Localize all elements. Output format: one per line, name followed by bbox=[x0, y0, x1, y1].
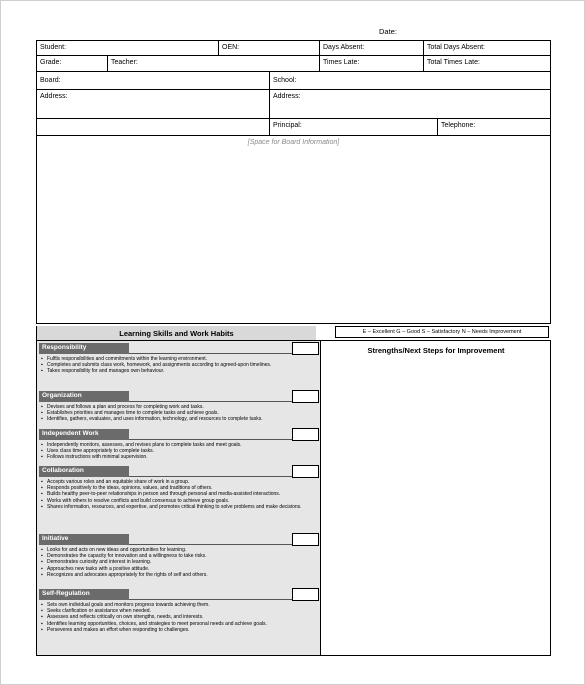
oen-field[interactable]: OEN: bbox=[218, 41, 318, 55]
learning-skills-heading: Learning Skills and Work Habits bbox=[36, 326, 316, 340]
list-item: ▪ Demonstrates the capacity for innovation and a willingness to take risks. bbox=[37, 553, 321, 559]
list-item: ▪ Establishes priorities and manages time to complete tasks and achieve goals. bbox=[37, 410, 321, 416]
section-divider bbox=[129, 353, 292, 354]
board-information-area bbox=[36, 136, 551, 324]
section-title: Collaboration bbox=[39, 466, 129, 477]
list-item: ▪ Devises and follows a plan and process for completing work and tasks. bbox=[37, 404, 321, 410]
skill-section-self-regulation bbox=[37, 587, 321, 655]
section-title: Self-Regulation bbox=[39, 589, 129, 600]
skill-section-responsibility bbox=[37, 341, 321, 391]
total-days-absent-field[interactable]: Total Days Absent: bbox=[423, 41, 551, 55]
student-field[interactable]: Student: bbox=[40, 44, 67, 51]
telephone-field[interactable]: Telephone: bbox=[437, 119, 551, 135]
list-item: ▪ Demonstrates curiosity and interest in learning. bbox=[37, 559, 321, 565]
strengths-heading: Strengths/Next Steps for Improvement bbox=[367, 346, 505, 355]
grade-input-self-regulation[interactable] bbox=[292, 588, 319, 601]
skill-list bbox=[37, 602, 321, 633]
skill-section-initiative bbox=[37, 532, 321, 587]
section-divider bbox=[129, 599, 292, 600]
section-title: Independent Work bbox=[39, 429, 129, 440]
list-item: ▪ Sets own individual goals and monitors progress towards achieving them. bbox=[37, 602, 321, 608]
grade-input-organization[interactable] bbox=[292, 390, 319, 403]
address-right-field[interactable]: Address: bbox=[269, 90, 551, 118]
info-row-student bbox=[37, 41, 550, 56]
list-item: ▪ Fulfils responsibilities and commitments within the learning environment. bbox=[37, 356, 321, 362]
grade-input-collaboration[interactable] bbox=[292, 465, 319, 478]
list-item: ▪ Approaches new tasks with a positive attitude. bbox=[37, 566, 321, 572]
section-title: Initiative bbox=[39, 534, 129, 545]
list-item: ▪ Independently monitors, assesses, and revises plans to complete tasks and meet goals. bbox=[37, 442, 321, 448]
info-row-principal bbox=[37, 119, 550, 135]
skill-list bbox=[37, 479, 321, 510]
list-item: ▪ Recognizes and advocates appropriately for the rights of self and others. bbox=[37, 572, 321, 578]
section-divider bbox=[129, 439, 292, 440]
skill-section-collaboration bbox=[37, 464, 321, 532]
list-item: ▪ Identifies, gathers, evaluates, and uses information, technology, and resources to complete tasks. bbox=[37, 416, 321, 422]
skill-section-organization bbox=[37, 389, 321, 429]
section-divider bbox=[129, 401, 292, 402]
section-title: Responsibility bbox=[39, 343, 129, 354]
list-item: ▪ Shares information, resources, and expertise, and promotes critical thinking to solve problems and make decisions. bbox=[37, 504, 321, 510]
school-field[interactable]: School: bbox=[269, 72, 551, 89]
section-divider bbox=[129, 476, 292, 477]
list-item: ▪ Builds healthy peer-to-peer relationships in person and through personal and media-assisted interactions. bbox=[37, 491, 321, 497]
info-row-address bbox=[37, 90, 550, 119]
grade-input-independent-work[interactable] bbox=[292, 428, 319, 441]
student-info-table bbox=[36, 40, 551, 136]
list-item: ▪ Identifies learning opportunities, choices, and strategies to meet personal needs and achieve goals. bbox=[37, 621, 321, 627]
address-left-field[interactable]: Address: bbox=[40, 93, 68, 100]
skill-list bbox=[37, 442, 321, 461]
grade-input-initiative[interactable] bbox=[292, 533, 319, 546]
list-item: ▪ Uses class time appropriately to complete tasks. bbox=[37, 448, 321, 454]
list-item: ▪ Works with others to resolve conflicts and build consensus to achieve group goals. bbox=[37, 498, 321, 504]
skill-list bbox=[37, 356, 321, 375]
grade-field[interactable]: Grade: bbox=[40, 59, 62, 66]
list-item: ▪ Takes responsibility for and manages own behaviour. bbox=[37, 368, 321, 374]
info-row-grade bbox=[37, 56, 550, 72]
list-item: ▪ Perseveres and makes an effort when responding to challenges. bbox=[37, 627, 321, 633]
grade-input-responsibility[interactable] bbox=[292, 342, 319, 355]
learning-skills-table bbox=[36, 340, 551, 656]
teacher-field[interactable]: Teacher: bbox=[107, 56, 319, 71]
days-absent-field[interactable]: Days Absent: bbox=[319, 41, 423, 55]
info-row-board bbox=[37, 72, 550, 90]
rating-legend: E – Excellent G – Good S – Satisfactory N – Needs Improvement bbox=[335, 326, 549, 338]
list-item: ▪ Assesses and reflects critically on own strengths, needs, and interests. bbox=[37, 614, 321, 620]
section-divider bbox=[129, 544, 292, 545]
list-item: ▪ Seeks clarification or assistance when needed. bbox=[37, 608, 321, 614]
board-info-placeholder: [Space for Board Information] bbox=[247, 139, 340, 146]
skill-list bbox=[37, 404, 321, 423]
blank-cell bbox=[37, 119, 269, 135]
list-item: ▪ Responds positively to the ideas, opinions, values, and traditions of others. bbox=[37, 485, 321, 491]
principal-field[interactable]: Principal: bbox=[269, 119, 437, 135]
board-field[interactable]: Board: bbox=[40, 77, 61, 84]
list-item: ▪ Accepts various roles and an equitable share of work in a group. bbox=[37, 479, 321, 485]
skill-list bbox=[37, 547, 321, 578]
date-label: Date: bbox=[379, 27, 397, 36]
total-times-late-field[interactable]: Total Times Late: bbox=[423, 56, 551, 71]
section-title: Organization bbox=[39, 391, 129, 402]
skill-section-independent-work bbox=[37, 427, 321, 465]
list-item: ▪ Follows instructions with minimal supervision. bbox=[37, 454, 321, 460]
times-late-field[interactable]: Times Late: bbox=[319, 56, 423, 71]
list-item: ▪ Completes and submits class work, homework, and assignments according to agreed-upon timelines. bbox=[37, 362, 321, 368]
list-item: ▪ Looks for and acts on new ideas and opportunities for learning. bbox=[37, 547, 321, 553]
learning-skills-column bbox=[37, 341, 321, 655]
